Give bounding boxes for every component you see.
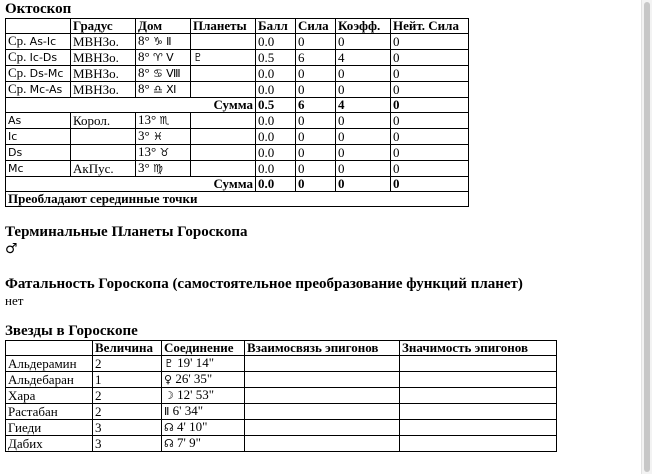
axis-degree: МВНЗо. [71,82,136,98]
sum-neutral: 0 [391,177,469,192]
star-magnitude: 2 [93,388,162,404]
sum-strength: 6 [296,98,336,113]
pluto-icon: ♇ [191,50,256,66]
fatality-title: Фатальность Гороскопа (самостоятельное преобразование функций планет) [5,276,523,292]
axis-house-deg: 8° [138,33,150,48]
octo-footer-row [6,192,469,207]
octo-axis-row [6,34,469,50]
star-row [6,420,557,436]
star-link [245,372,400,388]
star-name: Альдерамин [6,356,93,372]
axis-neutral: 0 [391,82,469,98]
star-conj-value: 19' 14" [177,355,215,370]
star-magnitude: 2 [93,404,162,420]
axis-strength: 0 [296,34,336,50]
star-conj-value: 26' 35" [175,371,213,386]
libra-icon: ♎ [152,83,163,96]
pisces-icon: ♓ [152,130,163,143]
star-name: Альдебаран [6,372,93,388]
axis-label-cell [6,34,71,50]
point-strength: 0 [296,113,336,129]
point-house-deg: 3° [138,160,150,175]
point-strength: 0 [296,145,336,161]
star-link [245,404,400,420]
star-conjunction [162,388,245,404]
star-magnitude: 1 [93,372,162,388]
octo-header-score: Балл [256,19,296,34]
point-planet [191,129,256,145]
octo-header-planets: Планеты [191,19,256,34]
octo-header-coef: Коэфф. [336,19,391,34]
octo-header-house: Дом [136,19,191,34]
pluto-icon: ♇ [164,357,174,370]
moon-icon: ☽ [164,389,174,402]
axis-house-cell [136,50,191,66]
terminal-title: Терминальные Планеты Гороскопа [5,224,248,240]
point-code: Ds [6,145,71,161]
axis-neutral: 0 [391,50,469,66]
axis-degree: МВНЗо. [71,50,136,66]
octo-point-row [6,129,469,145]
octoscope-table [5,18,469,207]
octo-header-degree: Градус [71,19,136,34]
star-conjunction [162,420,245,436]
point-score: 0.0 [256,145,296,161]
sum-coef: 0 [336,177,391,192]
octo-header-cell [6,19,71,34]
sum-score: 0.5 [256,98,296,113]
octo-point-row [6,113,469,129]
octo-point-row [6,161,469,177]
point-coef: 0 [336,145,391,161]
star-row [6,436,557,452]
house-numeral: Ⅴ [166,51,174,64]
point-neutral: 0 [391,145,469,161]
star-magnitude: 2 [93,356,162,372]
point-code: As [6,113,71,129]
north-node-icon: ☊ [164,421,174,434]
star-row [6,356,557,372]
axis-neutral: 0 [391,34,469,50]
axis-strength: 0 [296,82,336,98]
axis-prefix: Ср. [8,81,30,96]
sum-neutral: 0 [391,98,469,113]
point-strength: 0 [296,129,336,145]
star-conjunction [162,372,245,388]
star-link [245,356,400,372]
scorpio-icon: ♏ [159,114,170,127]
axis-coef: 0 [336,82,391,98]
star-significance [400,388,557,404]
axis-coef: 0 [336,66,391,82]
point-planet [191,113,256,129]
aries-icon: ♈ [152,51,163,64]
star-name: Растабан [6,404,93,420]
point-degree: АкПус. [71,161,136,177]
octoscope-header-row [6,19,469,34]
star-link [245,388,400,404]
point-code: Ic [6,129,71,145]
axis-score: 0.0 [256,66,296,82]
point-house-deg: 3° [138,128,150,143]
axis-score: 0.0 [256,34,296,50]
axis-label-cell [6,82,71,98]
stars-header-link: Взаимосвязь эпигонов [245,341,400,356]
star-magnitude: 3 [93,436,162,452]
sum-coef: 4 [336,98,391,113]
star-conj-value: 12' 53" [177,387,215,402]
axis-strength: 6 [296,50,336,66]
axis-code: As-Ic [29,35,57,48]
virgo-icon: ♍ [152,162,163,175]
octo-axis-row [6,50,469,66]
point-degree [71,129,136,145]
axis-planet [191,34,256,50]
star-significance [400,436,557,452]
octo-footer: Преобладают серединные точки [6,192,469,207]
axis-prefix: Ср. [8,65,30,80]
axis-score: 0.0 [256,82,296,98]
sum-strength: 0 [296,177,336,192]
star-conj-value: 4' 10" [177,419,208,434]
point-code: Mc [6,161,71,177]
taurus-icon: ♉ [159,146,170,159]
star-row [6,404,557,420]
axis-label-cell [6,66,71,82]
axis-label-cell [6,50,71,66]
octo-sum-row [6,177,469,192]
axis-code: Ic-Ds [29,51,58,64]
axis-code: Ds-Mc [29,67,64,80]
point-neutral: 0 [391,161,469,177]
scrollbar-thumb[interactable] [644,2,650,472]
page-content [5,0,645,452]
capricorn-icon: ♑ [152,35,163,48]
axis-house-cell [136,82,191,98]
star-conjunction [162,404,245,420]
star-significance [400,420,557,436]
point-coef: 0 [336,161,391,177]
point-coef: 0 [336,113,391,129]
point-degree [71,145,136,161]
star-significance [400,356,557,372]
axis-planet [191,66,256,82]
vertical-scrollbar[interactable] [641,0,652,474]
star-name: Гиеди [6,420,93,436]
star-significance [400,372,557,388]
axis-neutral: 0 [391,66,469,82]
octoscope-title: Октоскоп [5,1,72,17]
point-score: 0.0 [256,113,296,129]
axis-prefix: Ср. [8,33,30,48]
point-score: 0.0 [256,161,296,177]
star-row [6,388,557,404]
sum-label: Сумма [6,177,256,192]
star-conjunction [162,436,245,452]
axis-degree: МВНЗо. [71,34,136,50]
mars-icon: ♂ [5,241,18,257]
house-numeral: Ⅺ [166,83,177,96]
point-degree: Корол. [71,113,136,129]
point-coef: 0 [336,129,391,145]
stars-table [5,340,557,452]
octo-axis-row [6,66,469,82]
axis-degree: МВНЗо. [71,66,136,82]
octo-header-strength: Сила [296,19,336,34]
north-node-icon: ☊ [164,437,174,450]
venus-icon: ♀ [164,373,173,386]
stars-header-significance: Значимость эпигонов [400,341,557,356]
gemini-icon: Ⅱ [164,405,170,418]
star-link [245,436,400,452]
point-neutral: 0 [391,113,469,129]
point-planet [191,145,256,161]
point-planet [191,161,256,177]
sum-score: 0.0 [256,177,296,192]
octo-point-row [6,145,469,161]
sum-label: Сумма [6,98,256,113]
cancer-icon: ♋ [152,67,163,80]
fatality-value: нет [5,293,24,308]
house-numeral: Ⅷ [166,67,181,80]
point-house-cell [136,161,191,177]
star-magnitude: 3 [93,420,162,436]
stars-header-magnitude: Величина [93,341,162,356]
octo-header-neutral: Нейт. Сила [391,19,469,34]
axis-coef: 0 [336,34,391,50]
star-conjunction [162,356,245,372]
star-name: Хара [6,388,93,404]
axis-code: Mc-As [29,83,63,96]
stars-header-name [6,341,93,356]
axis-house-deg: 8° [138,65,150,80]
point-house-deg: 13° [138,112,157,127]
star-name: Дабих [6,436,93,452]
axis-house-deg: 8° [138,81,150,96]
octo-axis-row [6,82,469,98]
star-conj-value: 6' 34" [172,403,204,418]
star-significance [400,404,557,420]
point-house-cell [136,113,191,129]
point-score: 0.0 [256,129,296,145]
axis-score: 0.5 [256,50,296,66]
axis-house-deg: 8° [138,49,150,64]
star-link [245,420,400,436]
octo-sum-row [6,98,469,113]
axis-house-cell [136,34,191,50]
axis-house-cell [136,66,191,82]
stars-title: Звезды в Гороскопе [5,323,138,339]
axis-prefix: Ср. [8,49,30,64]
point-house-cell [136,145,191,161]
point-strength: 0 [296,161,336,177]
stars-header-conjunction: Соединение [162,341,245,356]
axis-planet [191,82,256,98]
point-house-cell [136,129,191,145]
axis-coef: 4 [336,50,391,66]
stars-header-row [6,341,557,356]
point-neutral: 0 [391,129,469,145]
star-conj-value: 7' 9" [177,435,201,450]
star-row [6,372,557,388]
point-house-deg: 13° [138,144,157,159]
axis-strength: 0 [296,66,336,82]
house-numeral: Ⅱ [166,35,172,48]
